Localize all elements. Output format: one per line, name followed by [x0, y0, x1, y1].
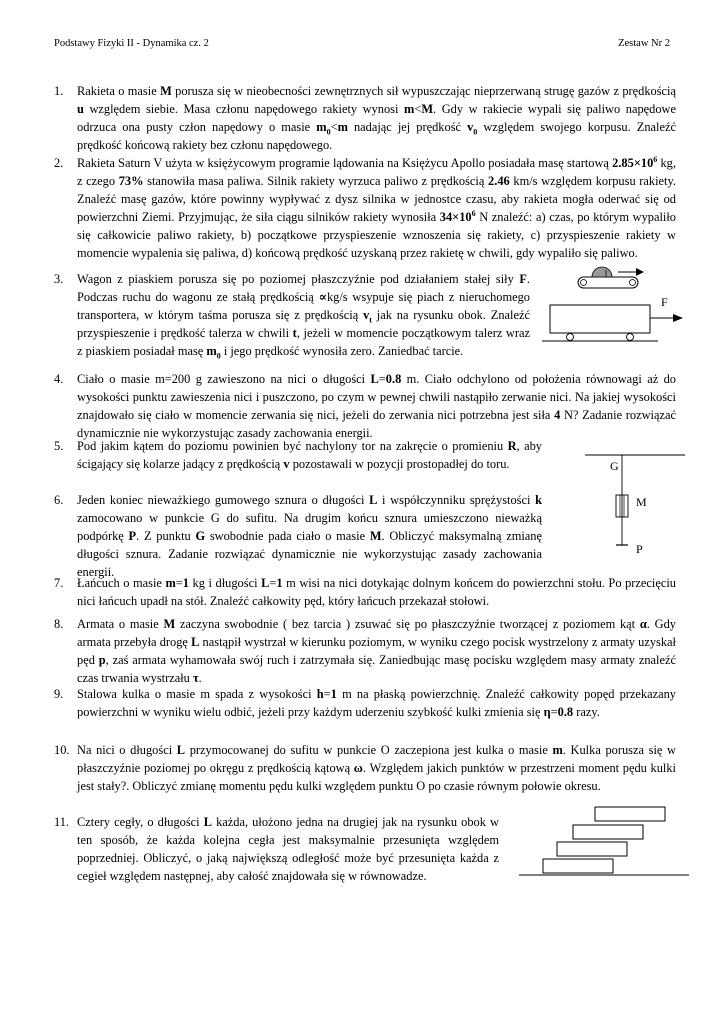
text-segment: η — [543, 705, 551, 719]
text-segment: N znaleźć: a) czas, po którym wypaliło się całkowicie paliwo rakiety, b) początkowe przyspieszenie wznoszenia się rakiety, c) przyspieszenie rakiety w momencie wypalenia się paliwa, d) końcową prędkość uzyskaną przez rakietę w chwili, gdy wypaliło się paliwo. — [77, 210, 676, 260]
text-segment: L — [176, 743, 186, 757]
text-segment: F — [519, 272, 527, 286]
text-segment: = — [269, 576, 277, 590]
brick-3 — [573, 825, 643, 839]
text-segment: k — [535, 493, 542, 507]
text-segment: m — [316, 120, 327, 134]
force-label: F — [661, 295, 668, 309]
text-segment: 6 — [653, 154, 658, 164]
text-segment: < — [414, 102, 422, 116]
problem-number: 1. — [54, 84, 64, 98]
text-segment: m — [404, 102, 415, 116]
text-segment: < — [330, 120, 338, 134]
text-segment: ∝ — [318, 290, 327, 304]
text-segment: h — [316, 687, 324, 701]
text-segment: . — [198, 671, 202, 685]
text-segment: R — [507, 439, 517, 453]
problem-11 — [54, 813, 499, 885]
problem-number: 10. — [54, 743, 70, 757]
text-segment: kg/s wsypuje się piach z nieruchomego transportera, w którym taśma porusza się z prędkością — [77, 290, 530, 322]
cord-figure — [580, 445, 690, 565]
brick-2 — [557, 842, 627, 856]
text-segment: względem siebie. Masa członu napędowego rakiety wynosi — [83, 102, 404, 116]
text-segment: Stalowa kulka o masie m spada z wysokości — [77, 687, 317, 701]
problem-text — [77, 491, 542, 581]
problem-5 — [54, 437, 542, 473]
text-segment: . Z punktu — [136, 529, 196, 543]
bricks-figure — [515, 804, 695, 884]
text-segment: 73% — [118, 174, 144, 188]
text-segment: = — [175, 576, 183, 590]
problem-text — [77, 685, 676, 721]
sand-pile — [592, 267, 612, 277]
text-segment: . Obliczyć maksymalną zmianę długości sznura. Zadanie rozwiązać dynamicznie nie wykorzystując zasady zachowania energii. — [77, 529, 542, 579]
wagon-wheel — [567, 334, 574, 341]
brick-1 — [543, 859, 613, 873]
text-segment: 2.46 — [488, 174, 510, 188]
point-g-label: G — [610, 459, 619, 473]
text-segment: każda, ułożono jedna na drugiej jak na rysunku obok w ten sposób, że każda kolejna cegła jest maksymalnie przesunięta względem poprzedniej. Obliczyć, o jaką największą odległość może być przesunięta każda z cegieł względem następnej, aby całość znajdowała się w równowadze. — [77, 815, 499, 883]
problem-text — [77, 615, 676, 687]
text-segment: Jeden koniec nieważkiego gumowego sznura o długości — [77, 493, 370, 507]
wagon-body — [550, 305, 650, 333]
text-segment: m wisi na nici dotykając dolnym końcem do powierzchni stołu. Po przecięciu nici łańcuch upadł na stół. Znaleźć całkowity pęd, który łańcuch przekazał stołowi. — [77, 576, 676, 608]
text-segment: m — [206, 344, 217, 358]
text-segment: jak na rysunku obok. Znaleźć przyspieszenie i prędkość talerza w chwili — [77, 308, 530, 340]
text-segment: G — [195, 529, 206, 543]
text-segment: m — [337, 120, 348, 134]
text-segment: 6 — [471, 208, 476, 218]
text-segment: v — [363, 308, 370, 322]
text-segment: kg i długości — [188, 576, 262, 590]
text-segment: . Gdy armata przebyła drogę — [77, 617, 676, 649]
text-segment: 0.8 — [557, 705, 574, 719]
point-p-label: P — [636, 542, 643, 556]
text-segment: τ — [192, 671, 199, 685]
problem-text — [77, 813, 499, 885]
text-segment: M — [160, 84, 172, 98]
problem-number: 9. — [54, 687, 64, 701]
text-segment: 4 — [554, 408, 561, 422]
text-segment: Cztery cegły, o długości — [77, 815, 204, 829]
problem-7 — [54, 574, 676, 610]
problem-number: 5. — [54, 439, 64, 453]
problem-10 — [54, 741, 676, 795]
text-segment: przymocowanej do sufitu w punkcie O zaczepiona jest kulka o masie — [185, 743, 553, 757]
text-segment: pozostawali w pozycji prostopadłej do toru. — [289, 457, 510, 471]
text-segment: razy. — [573, 705, 600, 719]
brick-4 — [595, 807, 665, 821]
problem-number: 2. — [54, 156, 64, 170]
text-segment: m na płaską powierzchnię. Znaleźć całkowity popęd przekazany powierzchni w wyniku wielu odbić, jeżeli przy każdym uderzeniu szybkość kulki zmienia się — [77, 687, 676, 719]
problem-number: 11. — [54, 815, 70, 829]
text-segment: zamocowano w punkcie G do sufitu. Na drugim końcu sznura umieszczono nieważką podpórkę — [77, 511, 542, 543]
problem-2 — [54, 154, 676, 262]
problem-text — [77, 574, 676, 610]
text-segment: v — [283, 457, 290, 471]
text-segment: Rakieta o masie — [77, 84, 161, 98]
text-segment: Na nici o długości — [77, 743, 177, 757]
text-segment: . Gdy w rakiecie wypali się paliwo napędowe odrzuca ona pusty człon napędowy o masie — [77, 102, 676, 134]
text-segment: nastąpił wystrzał w kierunku poziomym, w wyniku czego pocisk wystrzelony z armaty uzyskał pęd — [77, 635, 676, 667]
text-segment: . Podczas ruchu do wagonu ze stałą prędkością — [77, 272, 530, 304]
text-segment: zaczyna swobodnie ( bez tarcia ) zsuwać się po płaszczyźnie tworzącej z poziomem kąt — [175, 617, 640, 631]
text-segment: 0 — [216, 351, 221, 361]
text-segment: N? Zadanie rozwiązać dynamicznie nie wykorzystując zasady zachowania energii. — [77, 408, 676, 440]
text-segment: stanowiła masa paliwa. Silnik rakiety wyrzuca paliwo z prędkością — [143, 174, 489, 188]
text-segment: nadając jej prędkość — [347, 120, 468, 134]
wagon-wheel — [627, 334, 634, 341]
text-segment: Łańcuch o masie — [77, 576, 166, 590]
problem-number: 8. — [54, 617, 64, 631]
text-segment: kg, z czego — [77, 156, 676, 188]
wagon-figure — [540, 260, 690, 370]
text-segment: 1 — [276, 576, 283, 590]
problem-text — [77, 370, 676, 442]
text-segment: m — [552, 743, 563, 757]
text-segment: , jeżeli w momencie początkowym talerz wraz z piaskiem posiadał masę — [77, 326, 531, 358]
text-segment: Wagon z piaskiem porusza się po poziomej płaszczyźnie pod działaniem stałej siły — [77, 272, 520, 286]
text-segment: u — [77, 102, 84, 116]
text-segment: L — [203, 815, 212, 829]
text-segment: L — [369, 493, 378, 507]
text-segment: = — [323, 687, 331, 701]
problem-text — [77, 82, 676, 154]
text-segment: 0 — [473, 127, 478, 137]
text-segment: L — [261, 576, 270, 590]
text-segment: km/s względem korpusu rakiety. Znaleźć masę gazów, które powinny wypływać z dysz silnika w jednostce czasu, aby rakieta mogła oderwać się od powierzchni Ziemi. Przyjmując, że siła ciągu silników rakiety wynosiła — [77, 174, 676, 224]
text-segment: m. Ciało odchylono od położenia równowagi aż do wysokości punktu zawieszenia nici i puszczono, po czym w pewnej chwili nastąpiło zerwanie nici. Na jakiej wysokości znajdowało się ciało w momencie zerwania się nici, jeżeli do zerwania nici potrzebna jest siła — [77, 372, 676, 422]
text-segment: 2.85×10 — [612, 156, 654, 170]
text-segment: Pod jakim kątem do poziomu powinien być nachylony tor na zakręcie o promieniu — [77, 439, 508, 453]
text-segment: 1 — [330, 687, 337, 701]
text-segment: . Kulka porusza się w płaszczyźnie poziomej po okręgu z prędkością kątową — [77, 743, 676, 775]
problem-4 — [54, 370, 676, 442]
conveyor-belt — [578, 277, 638, 288]
text-segment: 34×10 — [439, 210, 472, 224]
text-segment: α — [639, 617, 647, 631]
text-segment: Rakieta Saturn V użyta w księżycowym programie lądowania na Księżycu Apollo posiadała masę startową — [77, 156, 613, 170]
problem-number: 6. — [54, 493, 64, 507]
text-segment: M — [421, 102, 434, 116]
problem-number: 7. — [54, 576, 64, 590]
text-segment: t — [369, 315, 372, 325]
text-segment: = — [550, 705, 558, 719]
text-segment: 0 — [326, 127, 331, 137]
header-right: Zestaw Nr 2 — [618, 38, 670, 49]
text-segment: P — [128, 529, 137, 543]
text-segment: L — [191, 635, 200, 649]
text-segment: . Względem jakich punktów w przestrzeni moment pędu kulki jest stały?. Obliczyć zmianę momentu pędu kulki względem punktu O po czasie równym połowie okresu. — [77, 761, 676, 793]
problem-text — [77, 270, 530, 360]
problem-3 — [54, 270, 530, 360]
header-left: Podstawy Fizyki II - Dynamika cz. 2 — [54, 38, 209, 49]
text-segment: v — [467, 120, 474, 134]
mass-label: M — [636, 495, 647, 509]
text-segment: Ciało o masie m=200 g zawieszono na nici o długości — [77, 372, 371, 386]
problem-number: 3. — [54, 272, 64, 286]
problem-text — [77, 154, 676, 262]
text-segment: = — [378, 372, 386, 386]
problem-6 — [54, 491, 542, 581]
text-segment: porusza się w nieobecności zewnętrznych sił wypuszczając nieprzerwaną strugę gazów z prędkością — [171, 84, 676, 98]
text-segment: względem swojego korpusu. Znaleźć prędkość końcową rakiety bez członu napędowego. — [77, 120, 676, 152]
text-segment: M — [163, 617, 176, 631]
text-segment: t — [292, 326, 297, 340]
text-segment: Armata o masie — [77, 617, 164, 631]
problem-number: 4. — [54, 372, 64, 386]
text-segment: 0.8 — [385, 372, 402, 386]
text-segment: p — [98, 653, 106, 667]
text-segment: , zaś armata wyhamowała swój ruch i zatrzymała się. Zaniedbując masę pocisku względem masy armaty znaleźć czas trwania wystrzału — [77, 653, 676, 685]
text-segment: M — [369, 529, 382, 543]
problem-9 — [54, 685, 676, 721]
problem-8 — [54, 615, 676, 687]
text-segment: i jego prędkość wynosiła zero. Zaniedbać tarcie. — [220, 344, 464, 358]
text-segment: L — [370, 372, 379, 386]
text-segment: ω — [353, 761, 363, 775]
problem-text — [77, 437, 542, 473]
text-segment: 1 — [182, 576, 189, 590]
text-segment: m — [165, 576, 176, 590]
problem-1 — [54, 82, 676, 154]
text-segment: , aby ścigający się kolarze jadący z prędkością — [77, 439, 542, 471]
text-segment: i współczynniku sprężystości — [377, 493, 536, 507]
text-segment: swobodnie pada ciało o masie — [205, 529, 370, 543]
problem-text — [77, 741, 676, 795]
